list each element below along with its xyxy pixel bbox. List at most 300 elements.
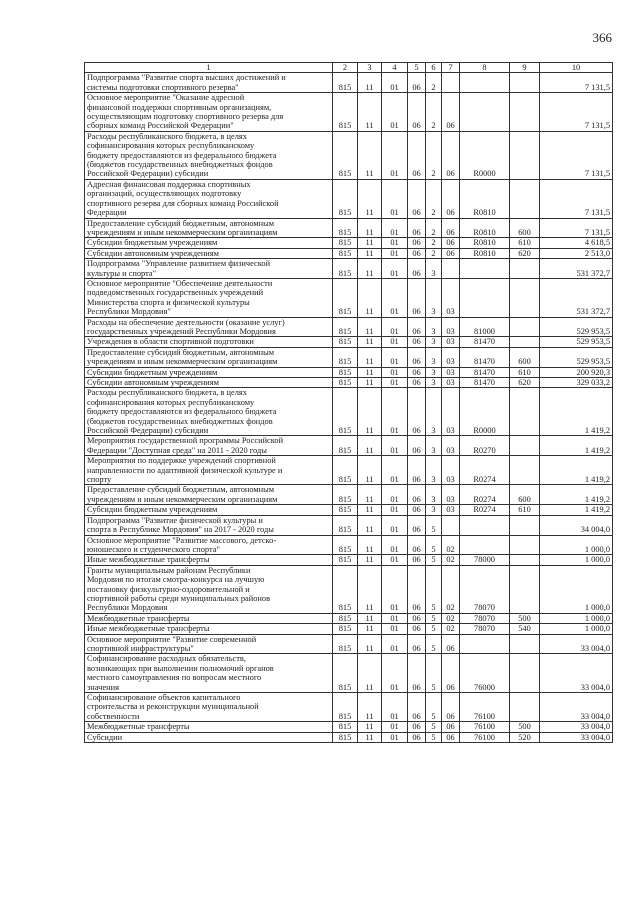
row-code-cell: R0274 xyxy=(460,485,510,505)
row-code-cell: 11 xyxy=(358,624,382,634)
row-code-cell: 06 xyxy=(408,436,426,456)
row-code-cell: R0810 xyxy=(460,238,510,248)
table-row xyxy=(85,93,613,132)
row-code-cell: 3 xyxy=(426,505,442,515)
row-description: Субсидии бюджетным учреждениям xyxy=(85,367,333,377)
row-code-cell: 815 xyxy=(333,73,358,93)
row-code-cell xyxy=(442,515,460,535)
row-description: Основное мероприятие "Развитие современной спортивной инфраструктуры" xyxy=(85,634,333,654)
row-code-cell: 5 xyxy=(426,722,442,732)
row-amount: 529 953,5 xyxy=(540,317,613,337)
column-header: 9 xyxy=(510,63,540,73)
row-code-cell: 5 xyxy=(426,613,442,623)
row-amount: 1 419,2 xyxy=(540,456,613,485)
row-code-cell xyxy=(460,515,510,535)
row-code-cell: 11 xyxy=(358,555,382,565)
row-code-cell: 11 xyxy=(358,93,382,132)
table-row xyxy=(85,515,613,535)
row-code-cell: 01 xyxy=(382,505,408,515)
row-code-cell xyxy=(510,278,540,317)
row-code-cell: 11 xyxy=(358,722,382,732)
row-description: Предоставление субсидий бюджетным, автономным учреждениям и иным некоммерческим организациям xyxy=(85,485,333,505)
row-code-cell: 5 xyxy=(426,535,442,555)
row-code-cell: 815 xyxy=(333,654,358,693)
row-code-cell: 81000 xyxy=(460,317,510,337)
row-code-cell: 06 xyxy=(442,218,460,238)
row-code-cell: 06 xyxy=(408,388,426,436)
row-amount: 329 033,2 xyxy=(540,378,613,388)
row-code-cell: 76100 xyxy=(460,732,510,742)
row-code-cell: 06 xyxy=(408,218,426,238)
row-code-cell: 11 xyxy=(358,456,382,485)
row-code-cell: 3 xyxy=(426,388,442,436)
row-code-cell: 11 xyxy=(358,347,382,367)
row-code-cell xyxy=(460,278,510,317)
row-code-cell xyxy=(510,388,540,436)
row-code-cell: 06 xyxy=(442,238,460,248)
row-code-cell: 11 xyxy=(358,238,382,248)
row-code-cell: 11 xyxy=(358,218,382,238)
table-row xyxy=(85,388,613,436)
row-amount: 531 372,7 xyxy=(540,259,613,279)
table-row xyxy=(85,505,613,515)
table-row xyxy=(85,613,613,623)
row-code-cell: 02 xyxy=(442,565,460,613)
row-code-cell: 01 xyxy=(382,238,408,248)
row-code-cell: 815 xyxy=(333,218,358,238)
row-code-cell: 78000 xyxy=(460,555,510,565)
row-amount: 33 004,0 xyxy=(540,722,613,732)
row-amount: 7 131,5 xyxy=(540,73,613,93)
row-code-cell: 600 xyxy=(510,485,540,505)
row-code-cell: 3 xyxy=(426,317,442,337)
table-row xyxy=(85,722,613,732)
row-amount: 529 953,5 xyxy=(540,347,613,367)
row-code-cell: 815 xyxy=(333,131,358,179)
row-code-cell: 06 xyxy=(408,654,426,693)
budget-table xyxy=(84,62,613,743)
row-code-cell: 03 xyxy=(442,456,460,485)
row-code-cell: R0810 xyxy=(460,218,510,238)
row-code-cell: 06 xyxy=(408,624,426,634)
row-code-cell: 06 xyxy=(408,555,426,565)
row-code-cell: 540 xyxy=(510,624,540,634)
row-code-cell: 01 xyxy=(382,565,408,613)
row-code-cell: 03 xyxy=(442,388,460,436)
row-code-cell: 03 xyxy=(442,337,460,347)
row-code-cell: 02 xyxy=(442,624,460,634)
row-code-cell: 815 xyxy=(333,624,358,634)
row-description: Иные межбюджетные трансферты xyxy=(85,624,333,634)
row-code-cell: 06 xyxy=(408,131,426,179)
row-code-cell: 2 xyxy=(426,248,442,258)
table-row xyxy=(85,337,613,347)
row-code-cell: 03 xyxy=(442,436,460,456)
row-code-cell: 610 xyxy=(510,505,540,515)
row-code-cell: 81470 xyxy=(460,367,510,377)
row-code-cell: 11 xyxy=(358,436,382,456)
row-code-cell xyxy=(510,337,540,347)
table-row xyxy=(85,259,613,279)
row-code-cell: 02 xyxy=(442,555,460,565)
row-code-cell: 600 xyxy=(510,347,540,367)
row-code-cell: 5 xyxy=(426,515,442,535)
row-code-cell: 01 xyxy=(382,535,408,555)
row-code-cell: 11 xyxy=(358,73,382,93)
row-code-cell: 11 xyxy=(358,259,382,279)
row-code-cell: 11 xyxy=(358,732,382,742)
row-code-cell: 06 xyxy=(408,634,426,654)
row-code-cell: 01 xyxy=(382,555,408,565)
row-code-cell: 01 xyxy=(382,654,408,693)
row-code-cell xyxy=(460,634,510,654)
row-amount: 2 513,0 xyxy=(540,248,613,258)
row-code-cell: 815 xyxy=(333,565,358,613)
row-code-cell: 815 xyxy=(333,378,358,388)
row-amount: 7 131,5 xyxy=(540,131,613,179)
row-code-cell: 06 xyxy=(408,73,426,93)
row-code-cell: 06 xyxy=(442,248,460,258)
row-code-cell: 03 xyxy=(442,317,460,337)
row-code-cell: R0000 xyxy=(460,388,510,436)
row-code-cell: 815 xyxy=(333,456,358,485)
table-row xyxy=(85,131,613,179)
row-code-cell: 01 xyxy=(382,613,408,623)
row-code-cell: 01 xyxy=(382,456,408,485)
row-code-cell: 5 xyxy=(426,693,442,722)
row-code-cell: 06 xyxy=(442,722,460,732)
row-code-cell: 06 xyxy=(408,337,426,347)
row-code-cell: 11 xyxy=(358,535,382,555)
table-row xyxy=(85,565,613,613)
row-code-cell: 815 xyxy=(333,259,358,279)
row-code-cell: 01 xyxy=(382,248,408,258)
row-description: Субсидии бюджетным учреждениям xyxy=(85,238,333,248)
row-description: Основное мероприятие "Оказание адресной финансовой поддержки спортивным организациям, осуществляющим подготовку спортивного резерва для сборных команд Российской Федерации" xyxy=(85,93,333,132)
row-code-cell xyxy=(442,73,460,93)
row-code-cell: 01 xyxy=(382,624,408,634)
row-code-cell: 815 xyxy=(333,555,358,565)
row-code-cell: 01 xyxy=(382,388,408,436)
row-code-cell: 3 xyxy=(426,485,442,505)
row-amount: 1 000,0 xyxy=(540,555,613,565)
row-code-cell: 815 xyxy=(333,693,358,722)
row-description: Учреждения в области спортивной подготовки xyxy=(85,337,333,347)
row-amount: 529 953,5 xyxy=(540,337,613,347)
row-code-cell: 500 xyxy=(510,722,540,732)
row-code-cell: 01 xyxy=(382,347,408,367)
row-code-cell: R0810 xyxy=(460,179,510,218)
row-code-cell: 03 xyxy=(442,278,460,317)
row-code-cell xyxy=(460,73,510,93)
row-code-cell xyxy=(510,555,540,565)
row-description: Расходы республиканского бюджета, в целях софинансирования которых республиканскому бюджету предоставляются из федерального бюджета (бюджетов государственных внебюджетных фондов Российской Федерации) субсидии xyxy=(85,388,333,436)
row-code-cell: 11 xyxy=(358,248,382,258)
row-code-cell: 11 xyxy=(358,131,382,179)
table-header-row xyxy=(85,63,613,73)
row-code-cell: 06 xyxy=(442,693,460,722)
row-code-cell: 3 xyxy=(426,367,442,377)
row-code-cell: 500 xyxy=(510,613,540,623)
row-amount: 33 004,0 xyxy=(540,693,613,722)
row-code-cell xyxy=(510,565,540,613)
column-header: 2 xyxy=(333,63,358,73)
row-code-cell: 01 xyxy=(382,179,408,218)
row-code-cell: 3 xyxy=(426,456,442,485)
row-code-cell xyxy=(510,654,540,693)
row-amount: 1 000,0 xyxy=(540,565,613,613)
row-amount: 33 004,0 xyxy=(540,634,613,654)
row-code-cell: 3 xyxy=(426,378,442,388)
row-code-cell: 06 xyxy=(408,248,426,258)
row-description: Подпрограмма "Развитие физической культуры и спорта в Республике Мордовия" на 2017 - 2020 годы xyxy=(85,515,333,535)
row-code-cell: 815 xyxy=(333,515,358,535)
row-code-cell: 03 xyxy=(442,367,460,377)
row-code-cell: 11 xyxy=(358,634,382,654)
column-header: 5 xyxy=(408,63,426,73)
row-code-cell: 06 xyxy=(408,278,426,317)
row-code-cell xyxy=(510,436,540,456)
row-code-cell: 3 xyxy=(426,337,442,347)
row-code-cell: 06 xyxy=(408,93,426,132)
row-amount: 531 372,7 xyxy=(540,278,613,317)
row-code-cell: 01 xyxy=(382,131,408,179)
table-row xyxy=(85,624,613,634)
column-header: 7 xyxy=(442,63,460,73)
row-code-cell: R0000 xyxy=(460,131,510,179)
column-header: 1 xyxy=(85,63,333,73)
row-description: Межбюджетные трансферты xyxy=(85,722,333,732)
row-code-cell: 03 xyxy=(442,485,460,505)
row-code-cell: 01 xyxy=(382,634,408,654)
row-code-cell: 2 xyxy=(426,131,442,179)
row-amount: 33 004,0 xyxy=(540,654,613,693)
row-description: Софинансирование объектов капитального строительства и реконструкции муниципальной собственности xyxy=(85,693,333,722)
row-code-cell: 11 xyxy=(358,317,382,337)
row-code-cell: 06 xyxy=(408,347,426,367)
row-code-cell: 03 xyxy=(442,347,460,367)
row-code-cell: 02 xyxy=(442,535,460,555)
row-code-cell: 5 xyxy=(426,555,442,565)
row-code-cell: 01 xyxy=(382,722,408,732)
row-amount: 200 920,3 xyxy=(540,367,613,377)
row-code-cell: 11 xyxy=(358,613,382,623)
row-code-cell: 06 xyxy=(408,259,426,279)
row-code-cell: 06 xyxy=(408,515,426,535)
row-code-cell: 01 xyxy=(382,73,408,93)
row-code-cell: 815 xyxy=(333,367,358,377)
row-code-cell: 3 xyxy=(426,259,442,279)
row-code-cell: 815 xyxy=(333,485,358,505)
row-code-cell: 610 xyxy=(510,238,540,248)
table-row xyxy=(85,555,613,565)
row-code-cell xyxy=(510,693,540,722)
row-code-cell: 01 xyxy=(382,378,408,388)
row-code-cell: 01 xyxy=(382,732,408,742)
row-code-cell: 2 xyxy=(426,238,442,248)
row-code-cell: 06 xyxy=(442,654,460,693)
row-description: Иные межбюджетные трансферты xyxy=(85,555,333,565)
column-header: 3 xyxy=(358,63,382,73)
row-amount: 1 419,2 xyxy=(540,388,613,436)
row-code-cell: 3 xyxy=(426,347,442,367)
row-code-cell: 01 xyxy=(382,93,408,132)
row-code-cell: 520 xyxy=(510,732,540,742)
table-row xyxy=(85,654,613,693)
row-code-cell: 815 xyxy=(333,337,358,347)
row-code-cell: R0274 xyxy=(460,505,510,515)
row-code-cell: 620 xyxy=(510,248,540,258)
row-code-cell: 06 xyxy=(442,732,460,742)
row-code-cell: 06 xyxy=(408,535,426,555)
table-row xyxy=(85,73,613,93)
row-code-cell: 78070 xyxy=(460,624,510,634)
row-code-cell: 06 xyxy=(408,505,426,515)
row-code-cell: 815 xyxy=(333,388,358,436)
row-code-cell: 06 xyxy=(408,367,426,377)
row-amount: 1 000,0 xyxy=(540,535,613,555)
table-row xyxy=(85,693,613,722)
row-code-cell: 03 xyxy=(442,378,460,388)
row-description: Основное мероприятие "Обеспечение деятельности подведомственных государственных учреждений Министерства спорта и физической культуры Республики Мордовия" xyxy=(85,278,333,317)
row-code-cell: 06 xyxy=(408,722,426,732)
row-description: Расходы на обеспечение деятельности (оказание услуг) государственных учреждений Республики Мордовия xyxy=(85,317,333,337)
row-code-cell: 06 xyxy=(408,378,426,388)
row-code-cell: 01 xyxy=(382,436,408,456)
table-row xyxy=(85,456,613,485)
row-amount: 1 419,2 xyxy=(540,436,613,456)
row-code-cell: 11 xyxy=(358,388,382,436)
row-code-cell: 01 xyxy=(382,337,408,347)
row-code-cell xyxy=(460,535,510,555)
row-code-cell: 11 xyxy=(358,278,382,317)
row-amount: 1 419,2 xyxy=(540,505,613,515)
row-code-cell: R0810 xyxy=(460,248,510,258)
page-number: 366 xyxy=(592,30,612,45)
table-row xyxy=(85,347,613,367)
row-code-cell: 815 xyxy=(333,535,358,555)
row-code-cell: 815 xyxy=(333,634,358,654)
column-header: 4 xyxy=(382,63,408,73)
row-code-cell: 03 xyxy=(442,505,460,515)
row-code-cell: 06 xyxy=(408,485,426,505)
row-description: Подпрограмма "Развитие спорта высших достижений и системы подготовки спортивного резерва" xyxy=(85,73,333,93)
row-code-cell xyxy=(510,131,540,179)
row-description: Предоставление субсидий бюджетным, автономным учреждениям и иным некоммерческим организациям xyxy=(85,218,333,238)
row-code-cell: 600 xyxy=(510,218,540,238)
row-code-cell xyxy=(510,535,540,555)
row-code-cell xyxy=(510,634,540,654)
row-code-cell: 3 xyxy=(426,436,442,456)
row-code-cell xyxy=(442,259,460,279)
row-code-cell: 11 xyxy=(358,505,382,515)
row-code-cell: 815 xyxy=(333,347,358,367)
row-code-cell: 5 xyxy=(426,565,442,613)
row-code-cell: 78070 xyxy=(460,613,510,623)
row-code-cell: 5 xyxy=(426,654,442,693)
row-code-cell: 06 xyxy=(408,565,426,613)
row-description: Подпрограмма "Управление развитием физической культуры и спорта" xyxy=(85,259,333,279)
row-code-cell: 5 xyxy=(426,732,442,742)
row-code-cell: 01 xyxy=(382,693,408,722)
row-code-cell: 06 xyxy=(408,238,426,248)
table-row xyxy=(85,485,613,505)
row-description: Мероприятия государственной программы Российской Федерации "Доступная среда" на 2011 - 2020 годы xyxy=(85,436,333,456)
column-header: 8 xyxy=(460,63,510,73)
row-code-cell: 81470 xyxy=(460,378,510,388)
row-code-cell: 11 xyxy=(358,485,382,505)
row-amount: 1 000,0 xyxy=(540,613,613,623)
row-code-cell: 620 xyxy=(510,378,540,388)
row-code-cell: 11 xyxy=(358,179,382,218)
row-code-cell: 01 xyxy=(382,259,408,279)
row-code-cell xyxy=(510,317,540,337)
row-description: Мероприятия по поддержке учреждений спортивной направленности по адаптивной физической культуре и спорту xyxy=(85,456,333,485)
row-code-cell xyxy=(510,456,540,485)
row-code-cell: 02 xyxy=(442,613,460,623)
row-code-cell: 06 xyxy=(408,732,426,742)
row-code-cell: 815 xyxy=(333,722,358,732)
column-header: 6 xyxy=(426,63,442,73)
row-amount: 7 131,5 xyxy=(540,93,613,132)
row-code-cell: 815 xyxy=(333,613,358,623)
table-row xyxy=(85,218,613,238)
row-code-cell: 2 xyxy=(426,179,442,218)
table-row xyxy=(85,436,613,456)
row-code-cell: 76000 xyxy=(460,654,510,693)
row-code-cell: 06 xyxy=(442,93,460,132)
table-row xyxy=(85,238,613,248)
row-description: Субсидии xyxy=(85,732,333,742)
row-code-cell: 81470 xyxy=(460,347,510,367)
table-row xyxy=(85,179,613,218)
row-amount: 4 618,5 xyxy=(540,238,613,248)
row-amount: 7 131,5 xyxy=(540,218,613,238)
row-description: Субсидии автономным учреждениям xyxy=(85,378,333,388)
row-code-cell: 11 xyxy=(358,654,382,693)
row-code-cell: 76100 xyxy=(460,693,510,722)
row-code-cell: 78070 xyxy=(460,565,510,613)
row-code-cell: 01 xyxy=(382,218,408,238)
row-code-cell: 06 xyxy=(442,634,460,654)
row-code-cell: R0270 xyxy=(460,436,510,456)
table-row xyxy=(85,535,613,555)
row-code-cell: 2 xyxy=(426,218,442,238)
row-code-cell: 5 xyxy=(426,634,442,654)
row-code-cell: 815 xyxy=(333,436,358,456)
row-code-cell: 610 xyxy=(510,367,540,377)
row-description: Адресная финансовая поддержка спортивных организаций, осуществляющих подготовку спортивного резерва для сборных команд Российской Федерации xyxy=(85,179,333,218)
row-code-cell: 11 xyxy=(358,515,382,535)
row-code-cell: 01 xyxy=(382,485,408,505)
table-row xyxy=(85,732,613,742)
row-code-cell: 06 xyxy=(408,179,426,218)
row-code-cell xyxy=(510,259,540,279)
row-code-cell xyxy=(510,93,540,132)
table-row xyxy=(85,317,613,337)
table-row xyxy=(85,634,613,654)
row-amount: 34 004,0 xyxy=(540,515,613,535)
row-code-cell: 06 xyxy=(442,179,460,218)
row-code-cell: 815 xyxy=(333,248,358,258)
row-code-cell xyxy=(460,259,510,279)
row-amount: 1 000,0 xyxy=(540,624,613,634)
row-code-cell: 01 xyxy=(382,515,408,535)
row-amount: 33 004,0 xyxy=(540,732,613,742)
row-description: Гранты муниципальным районам Республики Мордовия по итогам смотра-конкурса на лучшую постановку физкультурно-оздоровительной и спортивной работы среди муниципальных районов Республики Мордовия xyxy=(85,565,333,613)
row-code-cell xyxy=(510,179,540,218)
row-code-cell: 81470 xyxy=(460,337,510,347)
